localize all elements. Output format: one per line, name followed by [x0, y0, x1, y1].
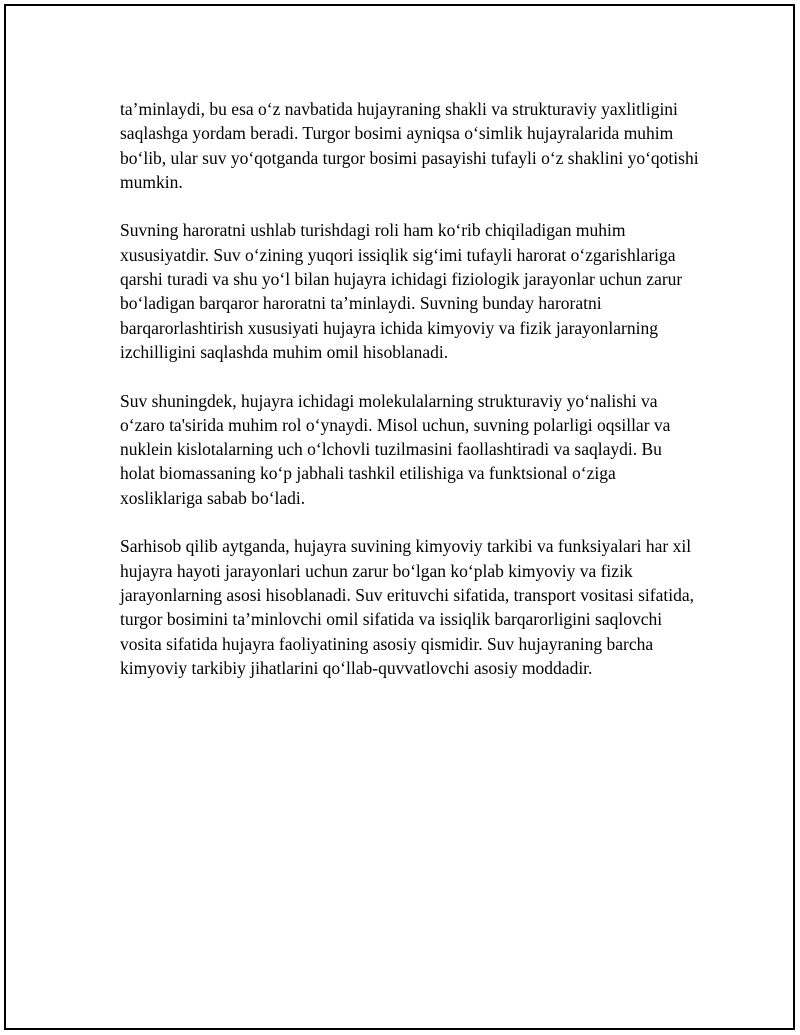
paragraph-2: Suvning haroratni ushlab turishdagi roli ham ko‘rib chiqiladigan muhim xususiyatdir. Suv o‘zining yuqori issiqlik sig‘imi tufayli harorat o‘zgarishlariga qarshi turadi va shu yo‘l bilan hujayra ichidagi fiziologik jarayonlar uchun zarur bo‘ladigan barqaror haroratni ta’minlaydi. Suvning bunday haroratni barqarorlashtirish xususiyati hujayra ichida kimyoviy va fizik jarayonlarning izchilligini saqlashda muhim omil hisoblanadi. — [120, 220, 683, 362]
paragraph-1: ta’minlaydi, bu esa o‘z navbatida hujayraning shakli va strukturaviy yaxlitligini saqlashga yordam beradi. Turgor bosimi ayniqsa o‘simlik hujayralarida muhim bo‘lib, ular suv yo‘qotganda turgor bosimi pasayishi tufayli o‘z shaklini yo‘qotishi mumkin. — [120, 99, 699, 192]
document-body — [120, 97, 700, 704]
paragraph-4: Sarhisob qilib aytganda, hujayra suvining kimyoviy tarkibi va funksiyalari har xil hujayra hayoti jarayonlari uchun zarur bo‘lgan ko‘plab kimyoviy va fizik jarayonlarning asosi hisoblanadi. Suv erituvchi sifatida, transport vositasi sifatida, turgor bosimini ta’minlovchi omil sifatida va issiqlik barqarorligini saqlovchi vosita sifatida hujayra faoliyatining asosiy qismidir. Suv hujayraning barcha kimyoviy tarkibiy jihatlarini qo‘llab-quvvatlovchi asosiy moddadir. — [120, 536, 694, 678]
page-frame — [4, 4, 795, 1030]
paragraph-3: Suv shuningdek, hujayra ichidagi molekulalarning strukturaviy yo‘nalishi va o‘zaro ta'sirida muhim rol o‘ynaydi. Misol uchun, suvning polarligi oqsillar va nuklein kislotalarning uch o‘lchovli tuzilmasini faollashtiradi va saqlaydi. Bu holat biomassaning ko‘p jabhali tashkil etilishiga va funktsional o‘ziga xosliklariga sabab bo‘ladi. — [120, 390, 671, 508]
